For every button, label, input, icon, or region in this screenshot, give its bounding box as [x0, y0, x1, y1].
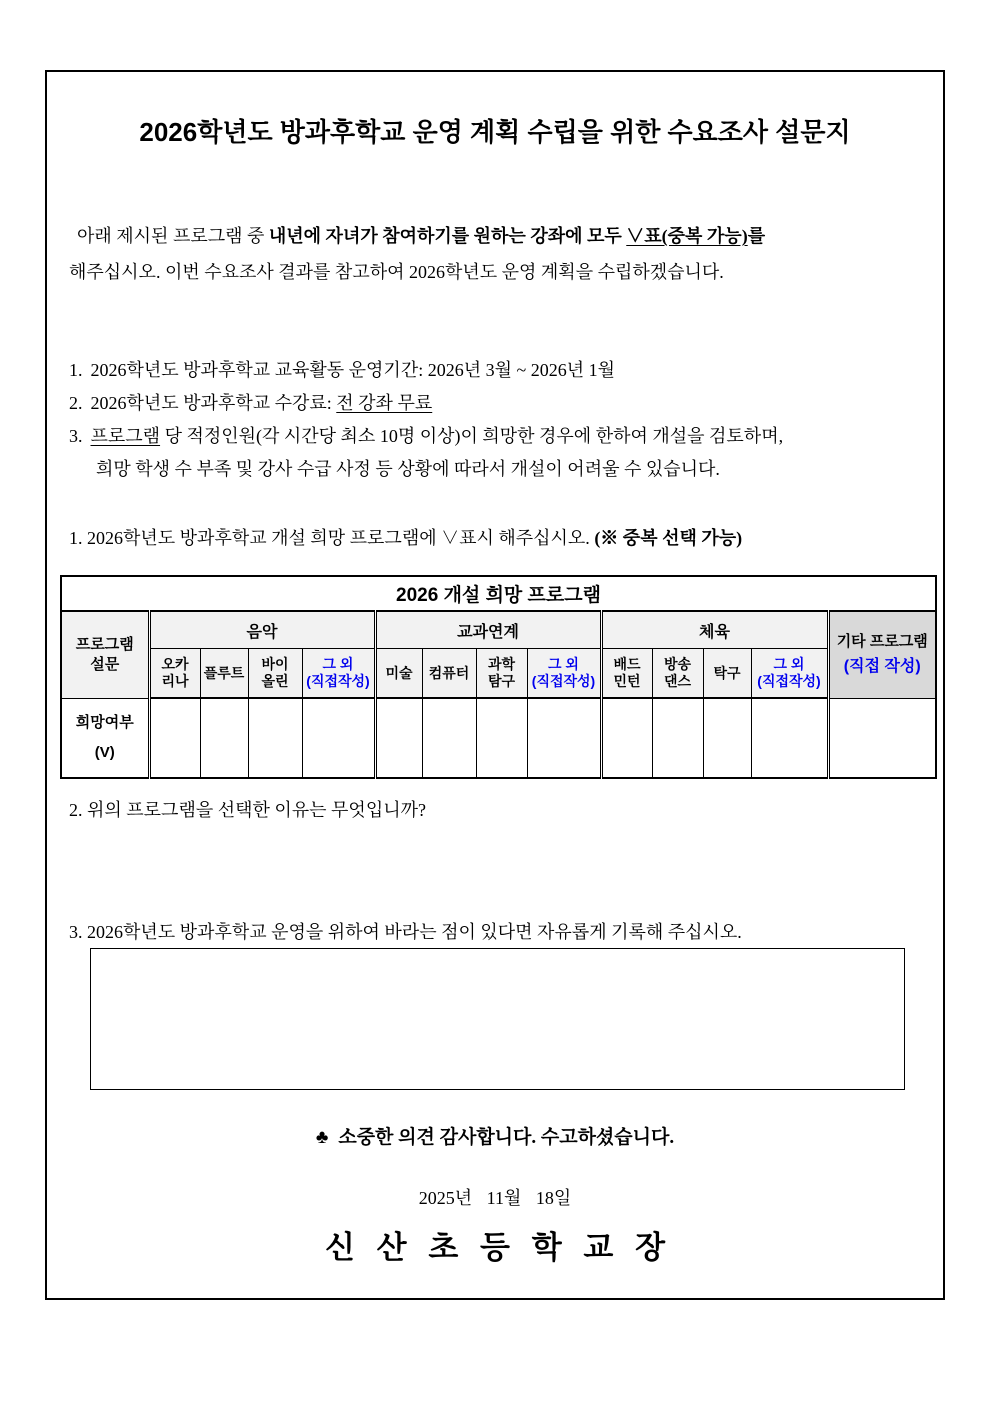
- question-1: 1. 2026학년도 방과후학교 개설 희망 프로그램에 ∨표시 해주십시오. (※ 중복 선택 가능): [69, 528, 743, 548]
- intro-run-tail: 를: [747, 226, 766, 246]
- col-header-dance: 방송 댄스: [652, 649, 703, 699]
- note-item-3: 3. 프로그램 당 적정인원(각 시간당 최소 10명 이상)이 희망한 경우에 한하여 개설을 검토하며,: [69, 426, 784, 446]
- note-item-1: 1. 2026학년도 방과후학교 교육활동 운영기간: 2026년 3월 ~ 2026년 1월: [69, 360, 615, 380]
- col-header-ocarina: 오카 리나: [149, 649, 200, 699]
- page-title: 2026학년도 방과후학교 운영 계획 수립을 위한 수요조사 설문지: [139, 117, 851, 147]
- survey-document: [45, 70, 945, 1300]
- col-header-science: 과학 탐구: [476, 649, 527, 699]
- club-icon: ♣: [315, 1127, 329, 1148]
- intro-paragraph: [69, 218, 921, 290]
- program-table: [60, 575, 937, 779]
- intro-run-normal: 아래 제시된 프로그램 중: [77, 226, 269, 246]
- corner-header: 프로그램 설문: [61, 611, 149, 698]
- intro-run-underline: ∨표(중복 가능): [626, 226, 748, 246]
- col-header-violin: 바이 올린: [248, 649, 302, 699]
- col-header-flute: 플루트: [200, 649, 248, 699]
- table-title: 2026 개설 희망 프로그램: [61, 576, 936, 611]
- col-header-badminton: 배드 민턴: [601, 649, 652, 699]
- mark-cell-sports-other[interactable]: [751, 698, 828, 778]
- other-program-header: 기타 프로그램 (직접 작성): [828, 611, 936, 698]
- note-item-3-cont: 희망 학생 수 부족 및 강사 수급 사정 등 상황에 따라서 개설이 어려울 수 있습니다.: [96, 459, 720, 479]
- mark-cell-other-program[interactable]: [828, 698, 936, 778]
- mark-cell-study-other[interactable]: [527, 698, 601, 778]
- intro-run-bold: 내년에 자녀가 참여하기를 원하는 강좌에 모두: [268, 226, 627, 246]
- principal-signature: 신 산 초 등 학 교 장: [324, 1230, 666, 1265]
- mark-cell-badminton[interactable]: [601, 698, 652, 778]
- thanks-text: 소중한 의견 감사합니다. 수고하셨습니다.: [338, 1127, 675, 1148]
- notes-list: [69, 354, 925, 486]
- mark-cell-violin[interactable]: [248, 698, 302, 778]
- col-header-computer: 컴퓨터: [422, 649, 476, 699]
- mark-cell-tabletennis[interactable]: [703, 698, 751, 778]
- col-header-study-other: 그 외 (직접작성): [527, 649, 601, 699]
- mark-cell-computer[interactable]: [422, 698, 476, 778]
- note-item-2: 2. 2026학년도 방과후학교 수강료: 전 강좌 무료: [69, 393, 433, 413]
- group-header-sports: 체육: [601, 611, 828, 649]
- date-line: 2025년 11월 18일: [418, 1188, 572, 1208]
- question-2: 2. 위의 프로그램을 선택한 이유는 무엇입니까?: [69, 800, 426, 820]
- question-3: 3. 2026학년도 방과후학교 운영을 위하여 바라는 점이 있다면 자유롭게 기록해 주십시오.: [69, 922, 742, 942]
- group-header-music: 음악: [149, 611, 375, 649]
- col-header-tabletennis: 탁구: [703, 649, 751, 699]
- col-header-music-other: 그 외 (직접작성): [302, 649, 375, 699]
- intro-line2: 해주십시오. 이번 수요조사 결과를 참고하여 2026학년도 운영 계획을 수립하겠습니다.: [69, 262, 724, 282]
- free-answer-box[interactable]: [90, 948, 905, 1090]
- mark-cell-flute[interactable]: [200, 698, 248, 778]
- mark-cell-science[interactable]: [476, 698, 527, 778]
- col-header-sports-other: 그 외 (직접작성): [751, 649, 828, 699]
- mark-cell-dance[interactable]: [652, 698, 703, 778]
- col-header-art: 미술: [375, 649, 422, 699]
- row-label-wish: 희망여부 (V): [61, 698, 149, 778]
- mark-cell-ocarina[interactable]: [149, 698, 200, 778]
- thanks-line: [47, 1122, 943, 1149]
- mark-cell-art[interactable]: [375, 698, 422, 778]
- group-header-study: 교과연계: [375, 611, 601, 649]
- mark-cell-music-other[interactable]: [302, 698, 375, 778]
